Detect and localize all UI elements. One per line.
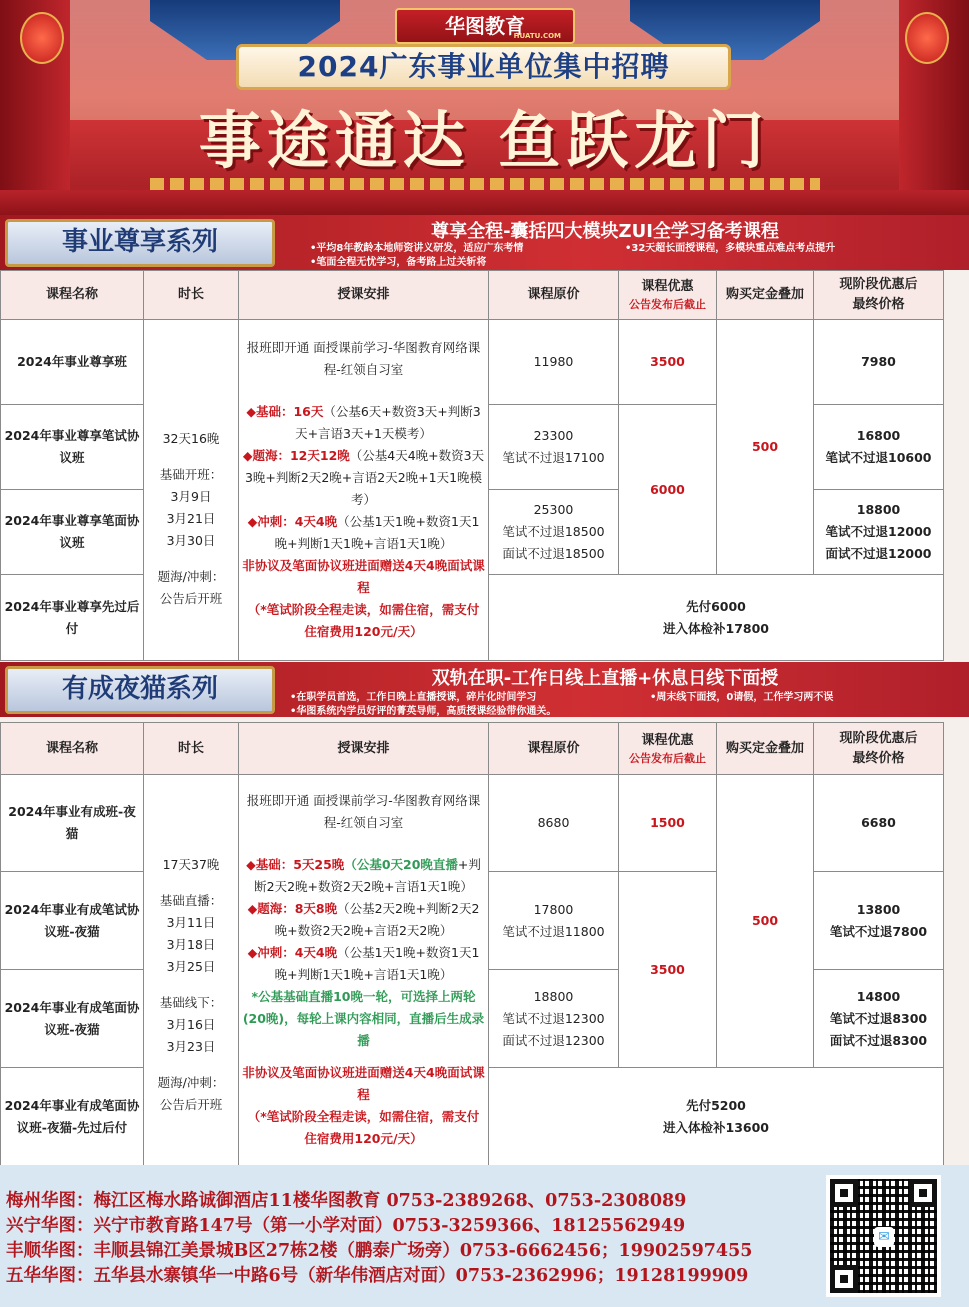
original-price: 23300 笔试不过退17100: [489, 405, 619, 490]
header-deposit: 购买定金叠加: [717, 271, 814, 320]
course-name: 2024年事业有成笔面协议班-夜猫-先过后付: [1, 1068, 144, 1166]
header-discount: 课程优惠 公告发布后截止: [619, 271, 717, 320]
final-price: 6680: [814, 775, 944, 872]
banner-title: 2024广东事业单位集中招聘: [236, 44, 731, 90]
lantern-icon: [905, 12, 949, 64]
table-row: [1, 320, 944, 405]
final-price: 16800 笔试不过退10600: [814, 405, 944, 490]
section-title: 尊享全程-囊括四大模块ZUI全学习备考课程: [431, 221, 779, 242]
course-name: 2024年事业有成笔试协议班-夜猫: [1, 872, 144, 970]
section-point: •平均8年教龄本地师资讲义研发，适应广东考情: [310, 243, 524, 254]
section-header-premium: [0, 215, 969, 270]
discount-value: 1500: [619, 775, 717, 872]
original-price: 17800 笔试不过退11800: [489, 872, 619, 970]
table-header-row: [1, 271, 944, 320]
original-price: 11980: [489, 320, 619, 405]
course-name: 2024年事业有成班-夜猫: [1, 775, 144, 872]
table-header-row: [1, 723, 944, 775]
course-name: 2024年事业尊享先过后付: [1, 575, 144, 661]
discount-value: 6000: [619, 405, 717, 575]
discount-value: 3500: [619, 320, 717, 405]
header-discount: 课程优惠 公告发布后截止: [619, 723, 717, 775]
course-schedule: 报班即开通 面授课前学习-华图教育网络课程-红领自习室 ◆基础：16天（公基6天+数资3天+判断3天+言语3天+1天模考） ◆题海：12天12晚（公基4天4晚+数资3天3晚+判断2天2晚+言语2天2晚+1天1晚模考） ◆冲刺：4天4晚（公基1天1晚+数资1天1晚+判断1天1晚+言语1天1晚） 非协议及笔面协议班进面赠送4天4晚面试课程 （*笔试阶段全程走读，如需住宿，需支付住宿费用120元/天）: [239, 320, 489, 661]
section-header-nightowl: [0, 662, 969, 717]
header-name: 课程名称: [1, 271, 144, 320]
discount-value: 3500: [619, 872, 717, 1068]
logo-url: HUATU.COM: [513, 32, 561, 40]
course-name: 2024年事业尊享笔面协议班: [1, 490, 144, 575]
deposit-value: 500: [717, 775, 814, 1068]
final-price: 14800 笔试不过退8300 面试不过退8300: [814, 970, 944, 1068]
course-duration: 17天37晚 基础直播： 3月11日 3月18日 3月25日 基础线下： 3月16日 3月23日 题海/冲刺： 公告后开班: [144, 775, 239, 1166]
logo-text: 华图教育: [445, 14, 525, 38]
header-original-price: 课程原价: [489, 723, 619, 775]
section-point: •32天超长面授课程，多模块重点难点考点提升: [625, 243, 836, 254]
lantern-icon: [20, 12, 64, 64]
qr-code[interactable]: [826, 1175, 941, 1297]
table-row: [1, 775, 944, 872]
course-table-nightowl: [0, 722, 944, 1166]
header-deposit: 购买定金叠加: [717, 723, 814, 775]
header-final-price: 现阶段优惠后 最终价格: [814, 723, 944, 775]
banner-slogan: 事途通达 鱼跃龙门: [198, 104, 771, 177]
original-price: 25300 笔试不过退18500 面试不过退18500: [489, 490, 619, 575]
deposit-value: 500: [717, 320, 814, 575]
header-banner: [0, 0, 969, 215]
header-schedule: 授课安排: [239, 271, 489, 320]
chat-bubble-icon: ✉: [874, 1227, 894, 1247]
final-price: 13800 笔试不过退7800: [814, 872, 944, 970]
section-title: 双轨在职-工作日线上直播+休息日线下面授: [431, 668, 779, 689]
contact-footer: [0, 1165, 969, 1307]
original-price: 8680: [489, 775, 619, 872]
course-schedule: 报班即开通 面授课前学习-华图教育网络课程-红领自习室 ◆基础：5天25晚（公基0天20晚直播+判断2天2晚+数资2天2晚+言语1天1晚） ◆题海：8天8晚（公基2天2晚+判断2天2晚+数资2天2晚+言语2天2晚） ◆冲刺：4天4晚（公基1天1晚+数资1天1晚+判断1天1晚+言语1天1晚） *公基基础直播10晚一轮，可选择上两轮(20晚)，每轮上课内容相同，直播后生成录播 非协议及笔面协议班进面赠送4天4晚面试课程 （*笔试阶段全程走读，如需住宿，需支付住宿费用120元/天）: [239, 775, 489, 1166]
section-point: •笔面全程无忧学习，备考路上过关斩将: [310, 257, 487, 268]
course-table-premium: [0, 270, 944, 661]
header-duration: 时长: [144, 271, 239, 320]
header-original-price: 课程原价: [489, 271, 619, 320]
branch-contact: 梅州华图：梅江区梅水路诚御酒店11楼华图教育 0753-2389268、0753-2308089: [6, 1191, 687, 1211]
final-price: 7980: [814, 320, 944, 405]
pay-later-terms: 先付6000 进入体检补17800: [489, 575, 944, 661]
brand-logo: [395, 8, 575, 44]
section-point: •周末线下面授，0请假，工作学习两不误: [650, 692, 834, 703]
section-point: •华图系统内学员好评的菁英导师，高质授课经验带你通关。: [290, 706, 557, 717]
branch-contact: 兴宁华图：兴宁市教育路147号（第一小学对面）0753-3259366、18125562949: [6, 1216, 686, 1236]
section-badge: 事业尊享系列: [5, 219, 275, 267]
header-duration: 时长: [144, 723, 239, 775]
final-price: 18800 笔试不过退12000 面试不过退12000: [814, 490, 944, 575]
branch-contact: 五华华图：五华县水寨镇华一中路6号（新华伟酒店对面）0753-2362996；19128199909: [6, 1266, 749, 1286]
branch-contact: 丰顺华图：丰顺县锦江美景城B区27栋2楼（鹏泰广场旁）0753-6662456；19902597455: [6, 1241, 753, 1261]
header-final-price: 现阶段优惠后 最终价格: [814, 271, 944, 320]
pay-later-terms: 先付5200 进入体检补13600: [489, 1068, 944, 1166]
section-point: •在职学员首选，工作日晚上直播授课，碎片化时间学习: [290, 692, 537, 703]
course-name: 2024年事业尊享笔试协议班: [1, 405, 144, 490]
header-schedule: 授课安排: [239, 723, 489, 775]
header-name: 课程名称: [1, 723, 144, 775]
course-duration: 32天16晚 基础开班： 3月9日 3月21日 3月30日 题海/冲刺： 公告后开班: [144, 320, 239, 661]
course-name: 2024年事业有成笔面协议班-夜猫: [1, 970, 144, 1068]
course-name: 2024年事业尊享班: [1, 320, 144, 405]
section-badge: 有成夜猫系列: [5, 666, 275, 714]
original-price: 18800 笔试不过退12300 面试不过退12300: [489, 970, 619, 1068]
